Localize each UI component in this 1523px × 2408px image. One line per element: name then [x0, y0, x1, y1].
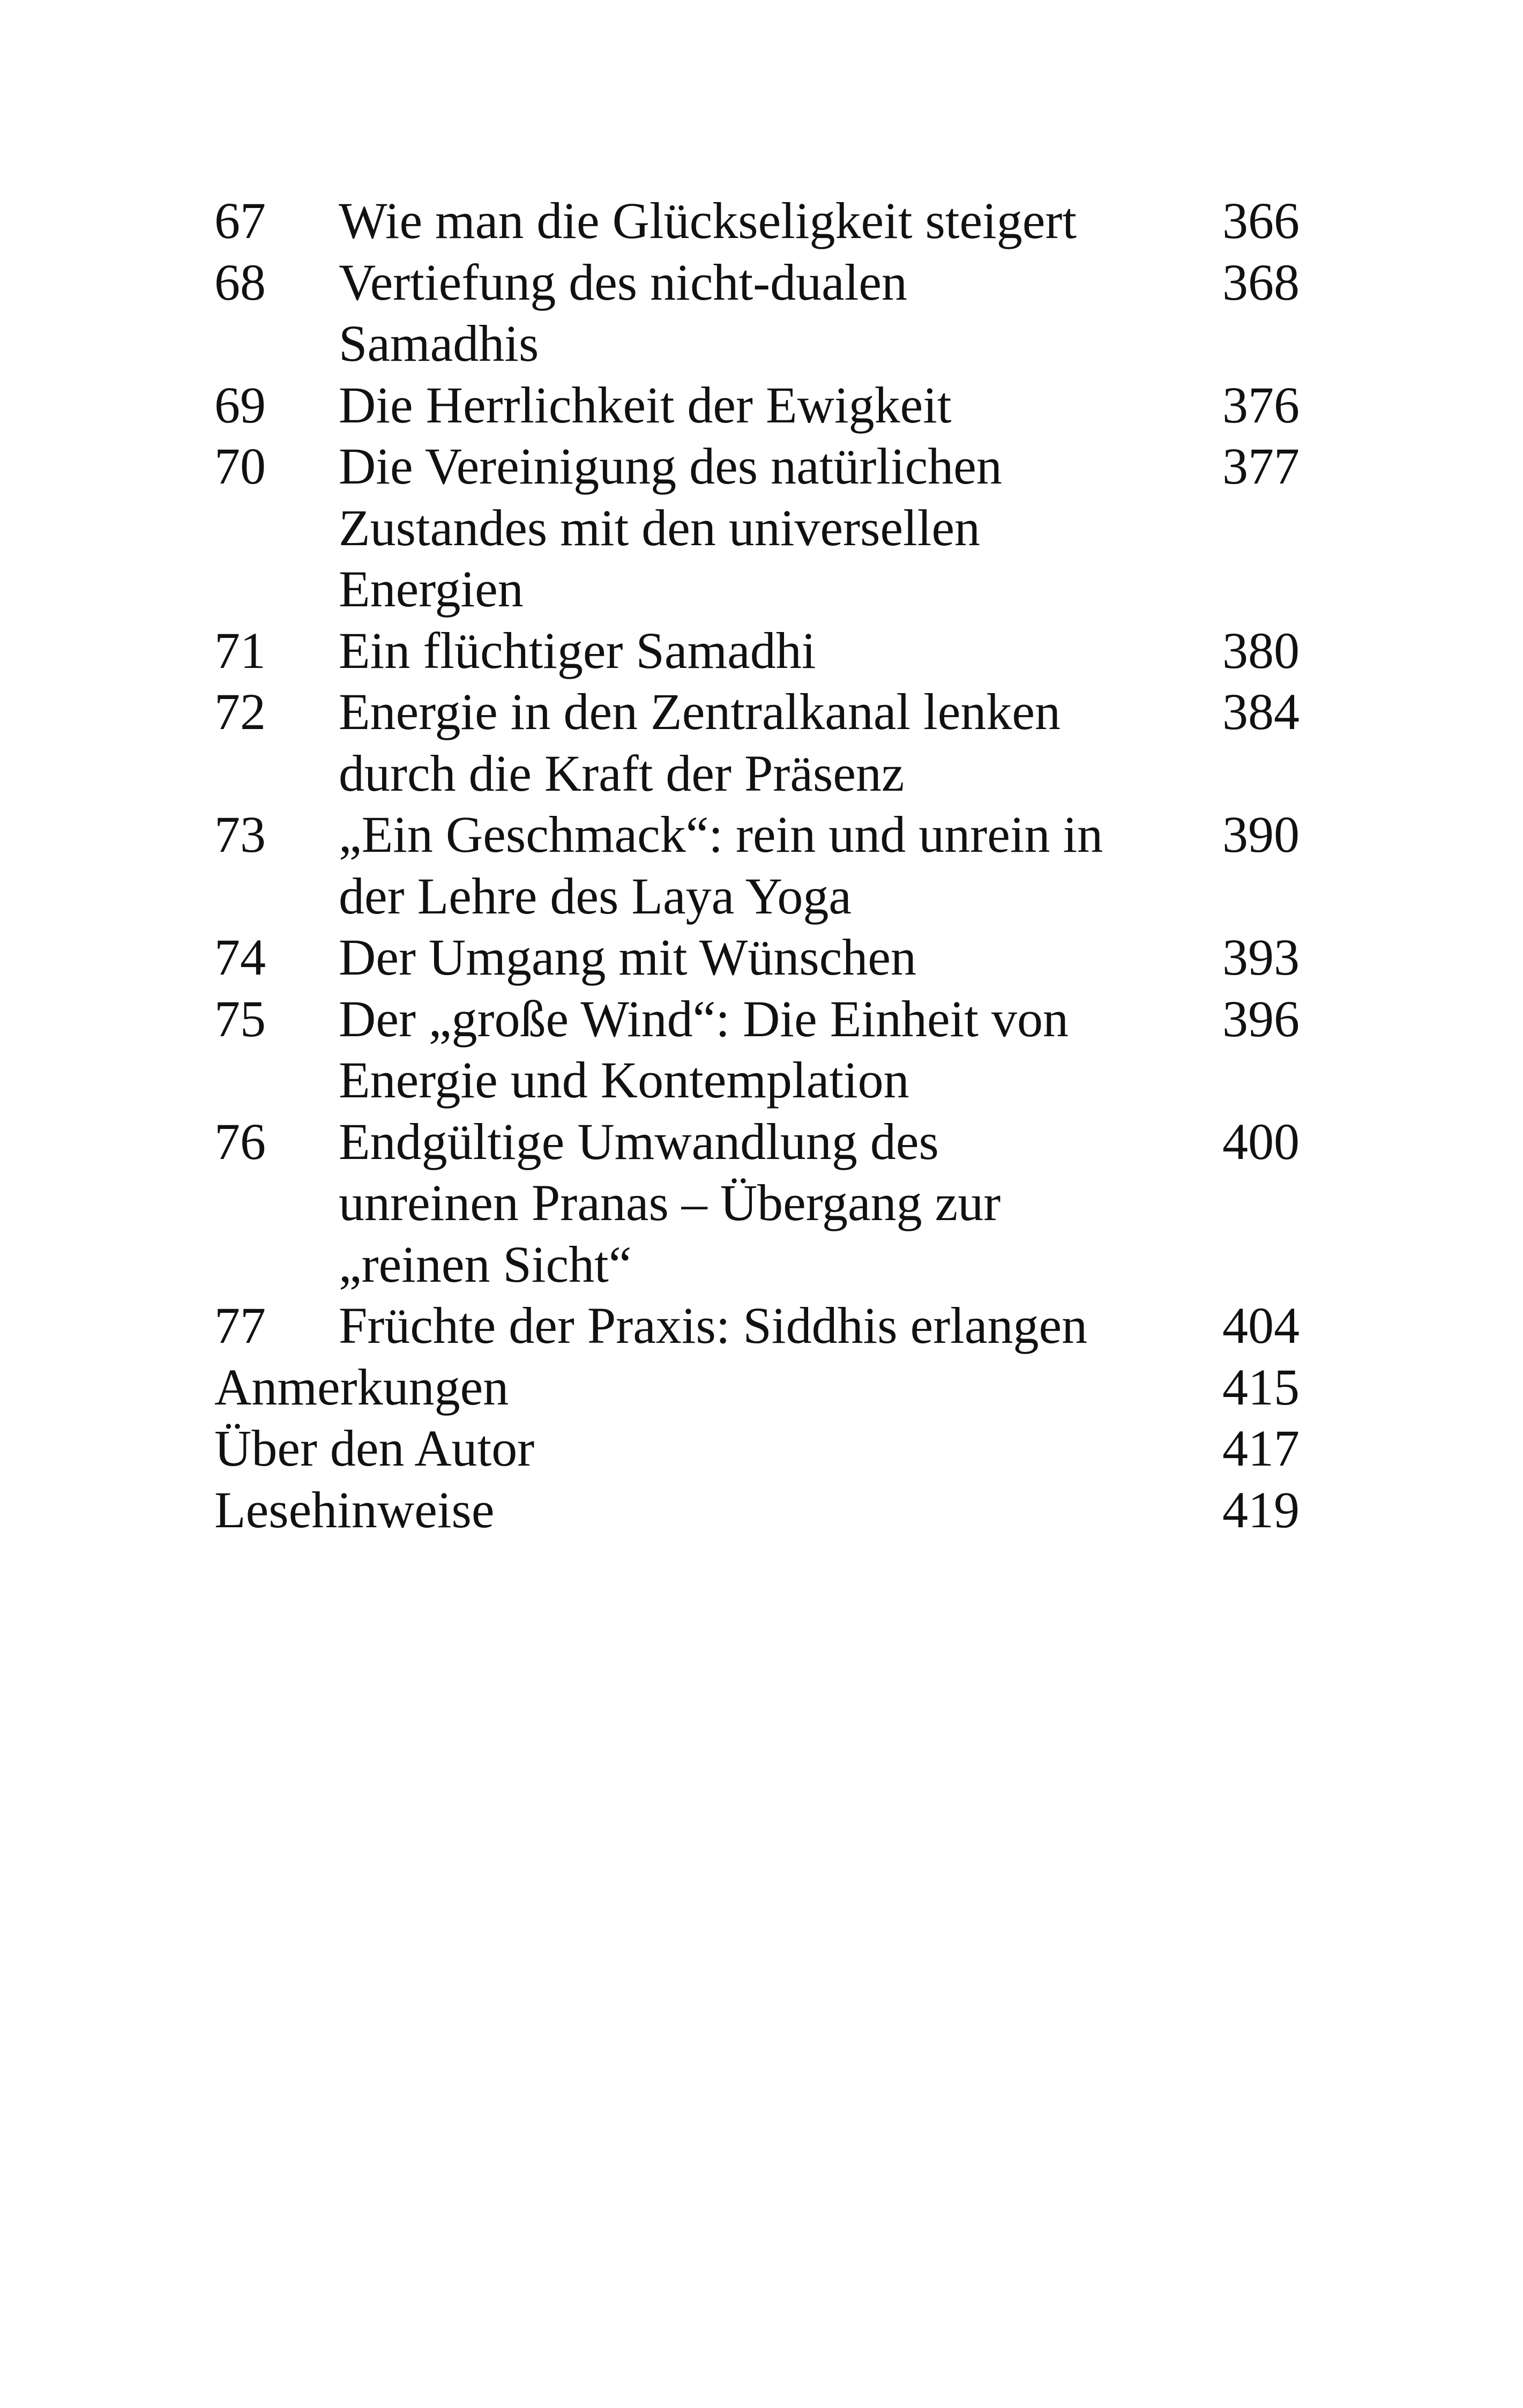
toc-entry-71 [214, 620, 1300, 682]
toc-entry-77 [214, 1295, 1300, 1357]
page-number: 376 [1222, 376, 1300, 434]
toc-entry-68 [214, 252, 1300, 375]
chapter-title: Die Herrlichkeit der Ewigkeit [339, 376, 952, 434]
chapter-number: 72 [214, 683, 266, 740]
page-number: 415 [1222, 1358, 1300, 1416]
chapter-title: Die Vereinigung des natürlichen Zustandes mit den universellen Energien [339, 437, 1002, 618]
page-number: 384 [1222, 683, 1300, 740]
section-title: Anmerkungen [214, 1358, 509, 1416]
page-number: 400 [1222, 1112, 1300, 1170]
page-number: 366 [1222, 192, 1300, 249]
chapter-title: Wie man die Glückseligkeit steigert [339, 192, 1077, 249]
chapter-number: 67 [214, 192, 266, 249]
toc-entry-anmerkungen [214, 1357, 1300, 1418]
toc-entry-72 [214, 681, 1300, 804]
chapter-title: Endgültige Umwandlung des unreinen Pranas – Übergang zur „reinen Sicht“ [339, 1112, 1001, 1293]
chapter-number: 74 [214, 928, 266, 986]
chapter-number: 73 [214, 806, 266, 863]
toc-entry-76 [214, 1111, 1300, 1296]
page-number: 380 [1222, 621, 1300, 679]
chapter-title: Energie in den Zentralkanal lenken durch die Kraft der Präsenz [339, 683, 1061, 802]
page-number: 393 [1222, 928, 1300, 986]
chapter-number: 76 [214, 1112, 266, 1170]
toc-entry-75 [214, 989, 1300, 1111]
chapter-number: 75 [214, 990, 266, 1047]
chapter-title: Der „große Wind“: Die Einheit von Energie und Kontemplation [339, 990, 1069, 1109]
toc-entry-67 [214, 190, 1300, 252]
chapter-number: 71 [214, 621, 266, 679]
page-number: 419 [1222, 1481, 1300, 1539]
table-of-contents [214, 190, 1300, 1541]
chapter-title: „Ein Geschmack“: rein und unrein in der Lehre des Laya Yoga [339, 806, 1103, 925]
chapter-number: 70 [214, 437, 266, 495]
chapter-number: 69 [214, 376, 266, 434]
chapter-title: Früchte der Praxis: Siddhis erlangen [339, 1297, 1088, 1354]
page-number: 404 [1222, 1297, 1300, 1354]
section-title: Über den Autor [214, 1419, 535, 1477]
chapter-number: 77 [214, 1297, 266, 1354]
toc-entry-ueber-den-autor [214, 1418, 1300, 1480]
chapter-title: Vertiefung des nicht-dualen Samadhis [339, 253, 907, 372]
toc-entry-74 [214, 927, 1300, 989]
chapter-number: 68 [214, 253, 266, 311]
chapter-title: Der Umgang mit Wünschen [339, 928, 916, 986]
section-title: Lesehinweise [214, 1481, 495, 1539]
page-number: 417 [1222, 1419, 1300, 1477]
toc-entry-73 [214, 804, 1300, 927]
page-number: 377 [1222, 437, 1300, 495]
page-number: 390 [1222, 806, 1300, 863]
page-number: 368 [1222, 253, 1300, 311]
toc-entry-69 [214, 375, 1300, 436]
toc-entry-lesehinweise [214, 1480, 1300, 1541]
page-number: 396 [1222, 990, 1300, 1047]
chapter-title: Ein flüchtiger Samadhi [339, 621, 816, 679]
toc-entry-70 [214, 436, 1300, 620]
